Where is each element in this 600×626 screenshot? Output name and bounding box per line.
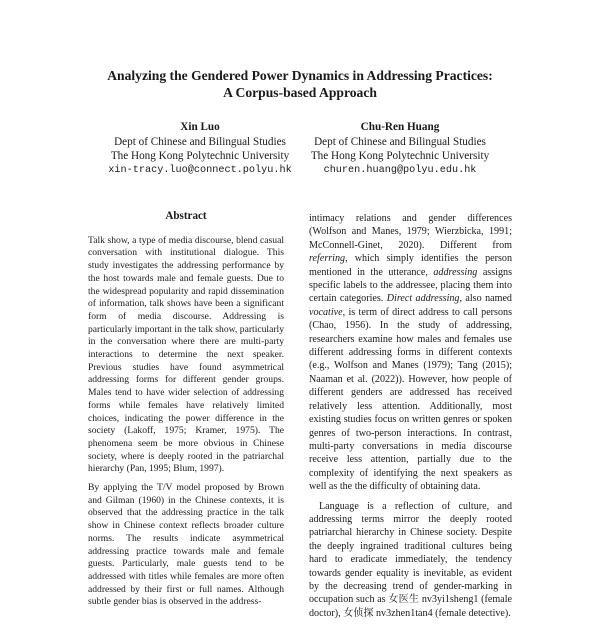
left-column	[88, 210, 284, 615]
text-run: assigns specific labels to the addressee, placing them into certain categories.	[309, 266, 512, 305]
abstract-paragraph-1: Talk show, a type of media discourse, blend casual conversation with institutional dialogue. This study investigates the addressing performance by the host towards male and female guests. Due to the widespread popularity and rapid dissemination of information, talk shows have been a significant form of media discourse. Addressing is particularly important in the talk show, particularly in the conversation where there are multi-party interactions to determine the next speaker. Previous studies have found asymmetrical addressing forms for different gender groups. Males tend to have wider selection of addressing forms while females have relatively limited choices, indicating the power difference in the society (Lakoff, 1975; Kramer, 1975). The phenomena seem be more obvious in Chinese society, where is deeply rooted in the patriarchal hierarchy (Pan, 1995; Blum, 1997).	[88, 234, 284, 475]
title-line-2: A Corpus-based Approach	[223, 85, 377, 100]
author-dept: Dept of Chinese and Bilingual Studies	[114, 135, 286, 148]
abstract-paragraph-2: By applying the T/V model proposed by Brown and Gilman (1960) in the Chinese contexts, it is observed that the addressing practice in the talk show in Chinese context reflects broader culture norms. The results indicate asymmetrical addressing practice towards male and female guests. Particularly, male guests tend to be addressed with titles while females are more often addressed by their first or full names. Although subtle gender bias is observed in the address-	[88, 482, 284, 608]
author-dept: Dept of Chinese and Bilingual Studies	[314, 135, 486, 148]
body-paragraph-1	[309, 212, 512, 494]
right-column	[309, 212, 512, 626]
text-run: intimacy relations and gender differences (Wolfson and Manes, 1979; Wierzbicka, 1991; McConnell-Ginet, 2020). Different from	[309, 213, 512, 251]
emphasis-addressing: addressing	[433, 266, 478, 278]
paper-title	[40, 67, 560, 101]
text-run: , which simply identifies the person mentioned in the utterance,	[309, 253, 512, 278]
author-email: churen.huang@polyu.edu.hk	[323, 164, 477, 176]
emphasis-referring: referring	[309, 253, 346, 265]
author-name: Chu-Ren Huang	[360, 121, 440, 133]
body-paragraph-2: Language is a reflection of culture, and addressing terms mirror the deeply rooted patriarchal hierarchy in Chinese society. Despite the deeply ingrained traditional cultures being hard to eradicate immediately, the tendency towards gender equality is inevitable, as evident by the decreasing trend of gender-marking in occupation such as 女医生 nv3yi1sheng1 (female doctor), 女侦探 nv3zhen1tan4 (female detective).	[309, 500, 512, 619]
author-name: Xin Luo	[180, 121, 220, 133]
author-univ: The Hong Kong Polytechnic University	[310, 150, 490, 163]
abstract-heading: Abstract	[165, 210, 207, 222]
emphasis-vocative: vocative	[309, 306, 343, 318]
author-email: xin-tracy.luo@connect.polyu.hk	[108, 164, 292, 176]
title-line-1: Analyzing the Gendered Power Dynamics in Addressing Practices:	[107, 68, 493, 83]
text-run: , also named	[459, 293, 512, 305]
text-run: , is term of direct address to call persons (Chao, 1956). In the study of addressing, researchers examine how males and females use different addressing forms in different contexts (e.g., Wolfson and Manes (1979); Tang (2015); Naaman et al. (2022)). However, how people of different genders are addressed has received relatively less attention. Additionally, most existing studies focus on written genres or spoken genres of two-person interactions. In contrast, multi-party conversations in media discourse receive less attention, partially due to the complexity of identifying the next speakers as well as the the difficulty of obtaining data.	[309, 306, 512, 493]
emphasis-direct-addressing: Direct addressing	[386, 293, 460, 305]
author-block-2	[295, 120, 505, 178]
author-block-1	[95, 120, 305, 178]
author-univ: The Hong Kong Polytechnic University	[110, 150, 290, 163]
